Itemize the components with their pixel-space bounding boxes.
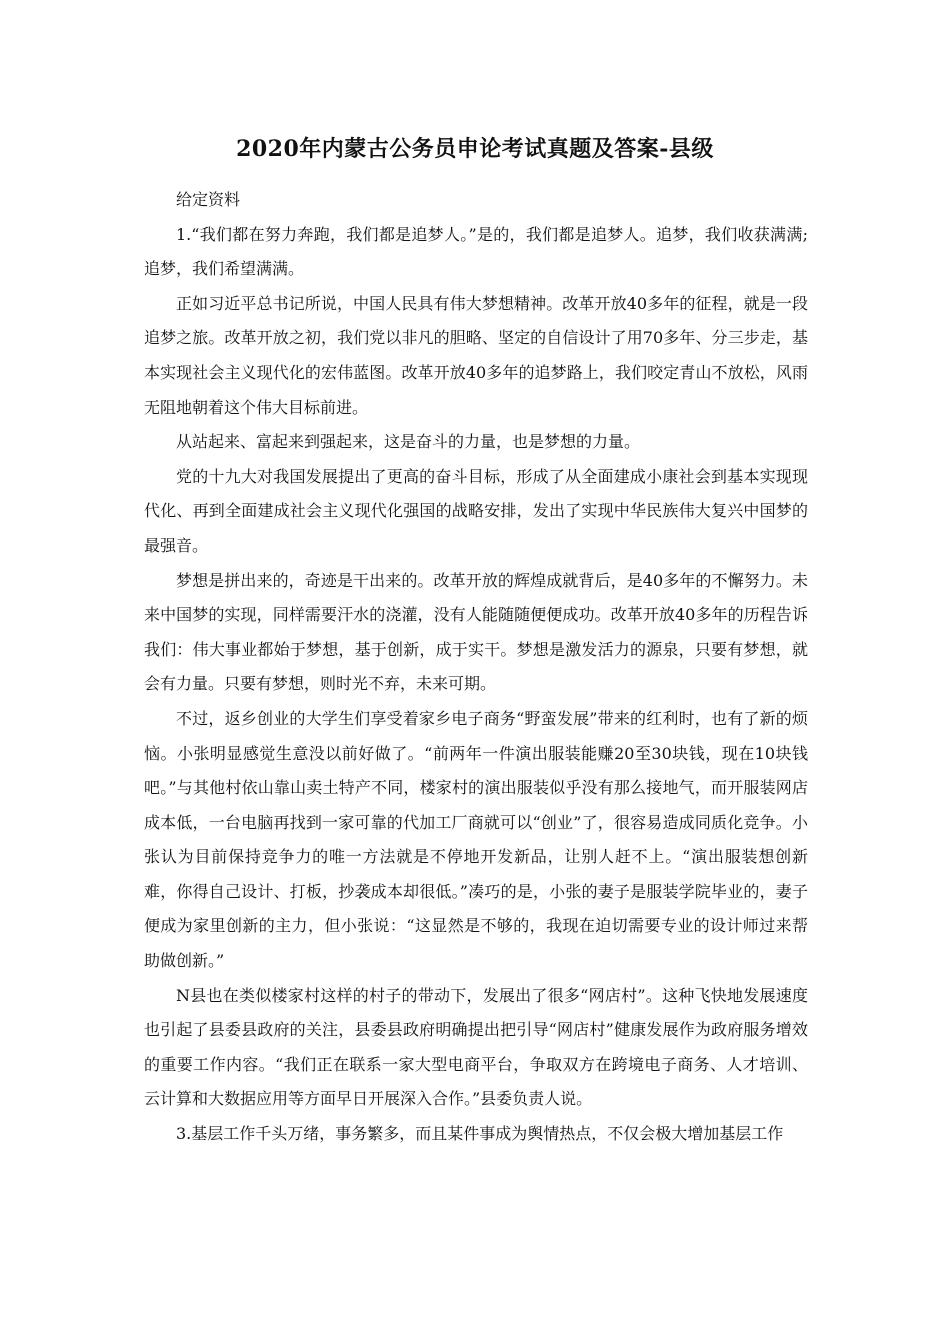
paragraph: 3.基层工作千头万绪，事务繁多，而且某件事成为舆情热点，不仅会极大增加基层工作 — [176, 1124, 784, 1144]
paragraph: 党的十九大对我国发展提出了更高的奋斗目标，形成了从全面建成小康社会到基本实现现代化、再到全面建成社会主义现代化强国的战略安排，发出了实现中华民族伟大复兴中国梦的最强音。 — [144, 466, 808, 555]
document-body — [144, 183, 808, 1152]
paragraph: 正如习近平总书记所说，中国人民具有伟大梦想精神。改革开放40多年的征程，就是一段追梦之旅。改革开放之初，我们党以非凡的胆略、坚定的自信设计了用70多年、分三步走，基本实现社会主义现代化的宏伟蓝图。改革开放40多年的追梦路上，我们咬定青山不放松，风雨无阻地朝着这个伟大目标前进。 — [144, 293, 808, 417]
paragraph: 不过，返乡创业的大学生们享受着家乡电子商务“野蛮发展”带来的红利时，也有了新的烦恼。小张明显感觉生意没以前好做了。“前两年一件演出服装能赚20至30块钱，现在10块钱吧。”与其他村依山靠山卖土特产不同，楼家村的演出服装似乎没有那么接地气，而开服装网店成本低，一台电脑再找到一家可靠的代加工厂商就可以“创业”了，很容易造成同质化竞争。小张认为目前保持竞争力的唯一方法就是不停地开发新品，让别人赶不上。“演出服装想创新难，你得自己设计、打板，抄袭成本却很低。”凑巧的是，小张的妻子是服装学院毕业的，妻子便成为家里创新的主力，但小张说：“这显然是不够的，我现在迫切需要专业的设计师过来帮助做创新。” — [144, 708, 808, 971]
section-heading: 给定资料 — [176, 190, 241, 209]
paragraph: 梦想是拼出来的，奇迹是干出来的。改革开放的辉煌成就背后，是40多年的不懈努力。未来中国梦的实现，同样需要汗水的浇灌，没有人能随随便便成功。改革开放40多年的历程告诉我们：伟大事业都始于梦想，基于创新，成于实干。梦想是激发活力的源泉，只要有梦想，就会有力量。只要有梦想，则时光不弃，未来可期。 — [144, 570, 808, 694]
paragraph: 从站起来、富起来到强起来，这是奋斗的力量，也是梦想的力量。 — [176, 432, 641, 452]
paragraph: N县也在类似楼家村这样的村子的带动下，发展出了很多“网店村”。这种飞快地发展速度也引起了县委县政府的关注，县委县政府明确提出把引导“网店村”健康发展作为政府服务增效的重要工作内容。“我们正在联系一家大型电商平台，争取双方在跨境电子商务、人才培训、云计算和大数据应用等方面早日开展深入合作。”县委负责人说。 — [144, 985, 808, 1109]
document-title: 2020年内蒙古公务员申论考试真题及答案-县级 — [236, 136, 714, 162]
paragraph: 1.“我们都在努力奔跑，我们都是追梦人。”是的，我们都是追梦人。追梦，我们收获满满;追梦，我们希望满满。 — [144, 224, 808, 279]
